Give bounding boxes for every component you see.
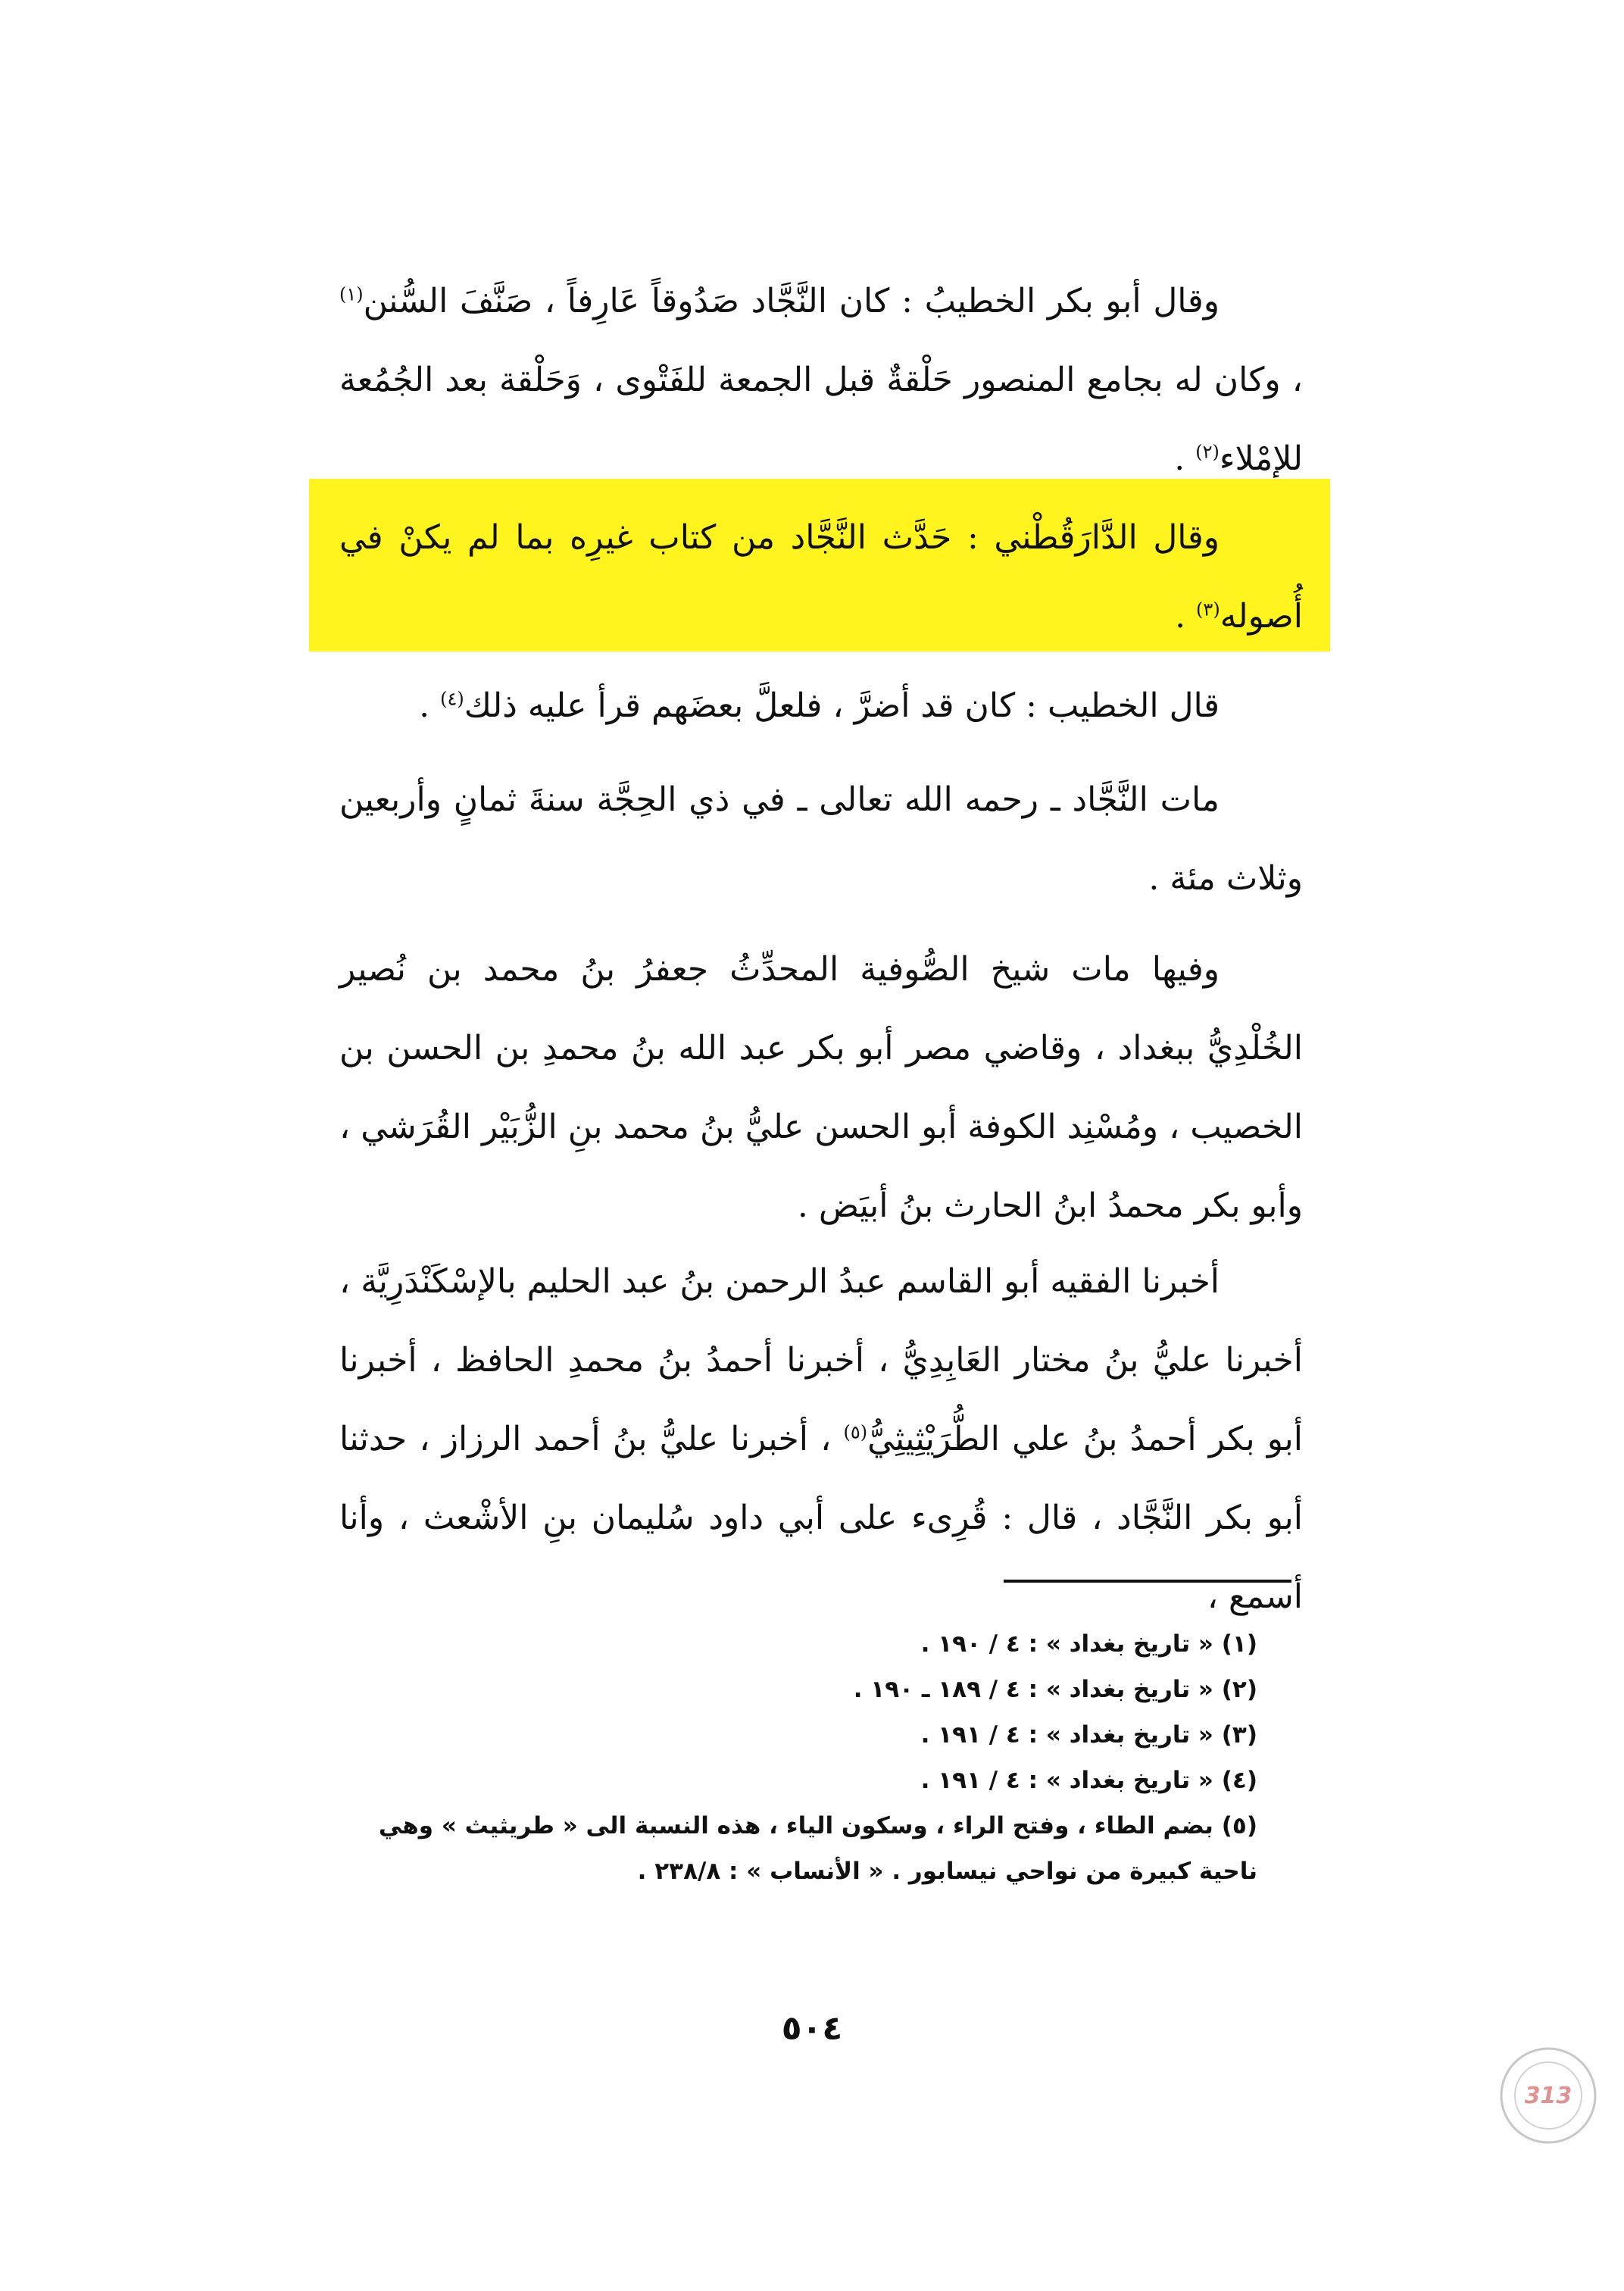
footnote: (٢) « تاريخ بغداد » : ٤ / ١٨٩ ـ ١٩٠ .	[853, 1676, 1257, 1703]
paragraph-text	[339, 667, 1303, 745]
text-run: .	[419, 686, 441, 725]
paragraph-text	[339, 499, 1303, 656]
footnote: (٣) « تاريخ بغداد » : ٤ / ١٩١ .	[920, 1721, 1257, 1749]
footnote-ref[interactable]: (١)	[339, 283, 364, 305]
footnote: (١) « تاريخ بغداد » : ٤ / ١٩٠ .	[920, 1630, 1257, 1658]
footnotes	[333, 1621, 1310, 1894]
text-run: ، أخبرنا عليُّ بنُ أحمد الرزاز ، حدثنا أبو بكر النَّجَّاد ، قال : قُرِىء على أبي داود سُليمان بنِ الأشْعث ، وأنا أسمع ،	[339, 1420, 1303, 1616]
svg-text:313: 313	[1524, 2083, 1572, 2109]
paragraph-text	[339, 1242, 1303, 1636]
text-run: .	[1174, 439, 1196, 478]
paragraph-highlighted	[339, 499, 1303, 656]
paragraph	[339, 262, 1303, 499]
paragraph	[339, 667, 1303, 745]
page-number: ٥٠٤	[781, 2009, 843, 2048]
footnote-ref[interactable]: (٤)	[440, 688, 464, 710]
paragraph-text: وفيها مات شيخ الصُّوفية المحدِّثُ جعفرُ بنُ محمد بن نُصير الخُلْدِيُّ ببغداد ، وقاضي مصر أبو بكر عبد الله بنُ محمدِ بن الحسن بن الخصيب ، ومُسْنِد الكوفة أبو الحسن عليُّ بنُ محمد بنِ الزُّبَيْر القُرَشي ، وأبو بكر محمدُ ابنُ الحارث بنُ أبيَض .	[339, 950, 1303, 1225]
text-run: قال الخطيب : كان قد أضرَّ ، فلعلَّ بعضَهم قرأ عليه ذلك	[464, 686, 1220, 725]
text-run: وقال الدَّارَقُطْني : حَدَّث النَّجَّاد من كتاب غيرِه بما لم يكنْ في أُصوله	[339, 518, 1303, 636]
watermark-seal-icon	[1498, 2046, 1598, 2146]
paragraph	[339, 1242, 1303, 1636]
footnote: (٥) بضم الطاء ، وفتح الراء ، وسكون الياء ، هذه النسبة الى « طريثيث » وهي ناحية كبيرة من نواحي نيسابور . « الأنساب » : ٢٣٨/٨ .	[378, 1812, 1257, 1885]
footnote: (٤) « تاريخ بغداد » : ٤ / ١٩١ .	[920, 1767, 1257, 1794]
footnote-ref[interactable]: (٢)	[1195, 441, 1220, 463]
footnote-ref[interactable]: (٣)	[1196, 599, 1220, 620]
text-run: أخبرنا الفقيه أبو القاسم عبدُ الرحمن بنُ عبد الحليم بالإسْكَنْدَرِيَّة ، أخبرنا عليُّ بنُ مختار العَابِدِيُّ ، أخبرنا أحمدُ بنُ محمدِ الحافظ ، أخبرنا أبو بكر أحمدُ بنُ علي الطُّرَيْثِيثِيُّ	[339, 1262, 1303, 1458]
paragraph-text: مات النَّجَّاد ـ رحمه الله تعالى ـ في ذي الحِجَّة سنةَ ثمانٍ وأربعين وثلاث مئة .	[339, 780, 1303, 898]
text-run: وقال أبو بكر الخطيبُ : كان النَّجَّاد صَدُوقاً عَارِفاً ، صَنَّفَ السُّنن	[363, 282, 1220, 320]
paragraph	[339, 930, 1303, 1246]
footnote-ref[interactable]: (٥)	[843, 1421, 868, 1443]
text-run: ، وكان له بجامع المنصور حَلْقةٌ قبل الجمعة للفَتْوى ، وَحَلْقة بعد الجُمُعة للإمْلاء	[339, 361, 1303, 478]
text-run: .	[1175, 597, 1197, 636]
paragraph	[339, 761, 1303, 918]
footnote-divider	[1004, 1580, 1291, 1583]
paragraph-text	[339, 262, 1303, 499]
